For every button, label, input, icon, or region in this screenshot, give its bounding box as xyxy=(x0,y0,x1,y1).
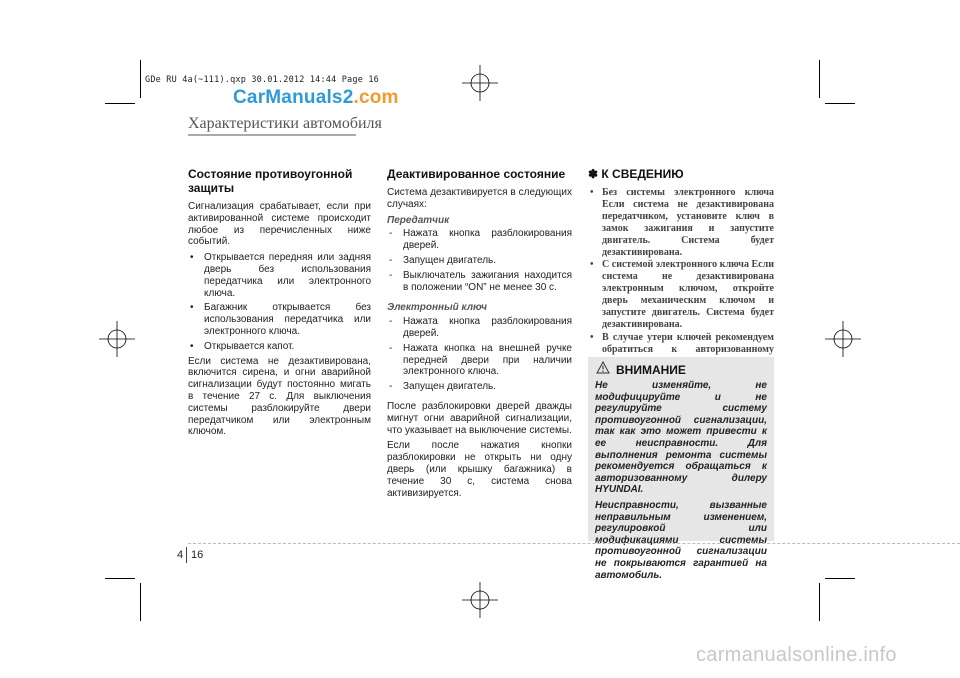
crop-mark xyxy=(825,578,855,579)
list-item: • Без системы электронного ключа Если система не дезактивирована передатчиком, установите ключ в замок зажигания и запустите двигатель. Система будет дезактивирована. xyxy=(590,187,774,258)
heading-alarm-state: Состояние противоугонной защиты xyxy=(188,167,353,195)
title-underline xyxy=(188,134,356,136)
list-item: • С системой электронного ключа Если система не дезактивирована электронным ключом, откройте дверь механическим ключом и запустите двигатель. Система будет дезактивирована. xyxy=(590,259,774,330)
crop-mark xyxy=(105,103,135,104)
crop-mark xyxy=(140,583,141,621)
warning-paragraph: Не изменяйте, не модифицируйте и не регулируйте систему противоугонной сигнализации, так как это может привести к ее неисправности. Для выполнения ремонта системы рекомендуется обращаться к авторизованному дилеру HYUNDAI. xyxy=(595,380,767,496)
registration-mark-bottom xyxy=(462,582,498,618)
crop-mark xyxy=(825,103,855,104)
crop-mark xyxy=(105,578,135,579)
warning-body xyxy=(595,380,767,585)
footer-rule xyxy=(188,543,960,544)
print-file-line: GDe RU 4a(~111).qxp 30.01.2012 14:44 Page 16 xyxy=(145,75,379,85)
column-alarm-state xyxy=(188,167,371,442)
subheading-smart-key: Электронный ключ xyxy=(387,302,487,314)
smart-key-list xyxy=(387,316,572,393)
heading-deactivated-state: Деактивированное состояние xyxy=(387,167,566,181)
list-item: • Багажник открывается без использования передатчика или электронного ключа. xyxy=(190,302,371,337)
list-item: • Открывается капот. xyxy=(190,340,295,352)
warning-box xyxy=(588,357,774,581)
list-item: - Нажата кнопка на внешней ручке передней двери при наличии электронного ключа. xyxy=(389,342,572,378)
list-item: - Нажата кнопка разблокирования дверей. xyxy=(389,316,572,339)
page-number xyxy=(177,549,204,561)
list-item: • Открывается передняя или задняя дверь без использования передатчика или электронного ключа. xyxy=(190,252,371,299)
paragraph: Если после нажатия кнопки разблокировки не открыть ни одну дверь (или крышку багажника) в течение 30 с, система снова активизируется. xyxy=(387,440,572,499)
watermark-carmanualsonline[interactable]: carmanualsonline.info xyxy=(696,644,897,666)
alarm-trigger-list xyxy=(188,252,371,352)
warning-paragraph: Неисправности, вызванные неправильным изменением, регулировкой или модификациями системы противоугонной сигнализации не покрываются гарантией на автомобиль. xyxy=(595,499,767,581)
heading-information: ✽ К СВЕДЕНИЮ xyxy=(588,167,684,181)
list-item: - Запущен двигатель. xyxy=(389,381,497,393)
registration-mark-top xyxy=(462,65,498,101)
subheading-transmitter: Передатчик xyxy=(387,214,450,226)
page-number-separator xyxy=(186,547,187,563)
chapter-number: 4 xyxy=(177,549,184,561)
intro-text: Сигнализация срабатывает, если при активированной системе происходит любое из перечисленных ниже событий. xyxy=(188,201,371,248)
column-information xyxy=(588,167,774,371)
list-item: • В случае утери ключей рекомендуем обратиться к авторизованному xyxy=(590,331,774,355)
registration-mark-left xyxy=(99,321,135,357)
information-list xyxy=(588,187,774,368)
crop-mark xyxy=(140,60,141,98)
warning-triangle-icon xyxy=(596,361,610,374)
list-item: - Запущен двигатель. xyxy=(389,254,497,266)
section-title: Характеристики автомобиля xyxy=(188,115,382,132)
warning-title: ВНИМАНИЕ xyxy=(616,363,686,377)
transmitter-list xyxy=(387,228,572,293)
paragraph: После разблокировки дверей дважды мигнут огни аварийной сигнализации, что указывает на выключение системы. xyxy=(387,400,572,436)
registration-mark-right xyxy=(825,321,861,357)
page-number-value: 16 xyxy=(191,549,204,561)
crop-mark xyxy=(819,583,820,621)
crop-mark xyxy=(819,60,820,98)
outro-text: Если система не дезактивирована, включится сирена, и огни аварийной сигнализации будут постоянно мигать в течение 27 с. Для выключения системы разблокируйте двери передатчиком или электронным ключом. xyxy=(188,355,371,438)
list-item: - Выключатель зажигания находится в положении “ON” не менее 30 с. xyxy=(389,269,572,293)
list-item: - Нажата кнопка разблокирования дверей. xyxy=(389,228,572,252)
column-deactivated-state xyxy=(387,167,572,503)
intro-text: Система дезактивируется в следующих случаях: xyxy=(387,187,572,210)
watermark-carmanuals2[interactable]: CarManuals2.com xyxy=(233,87,399,108)
